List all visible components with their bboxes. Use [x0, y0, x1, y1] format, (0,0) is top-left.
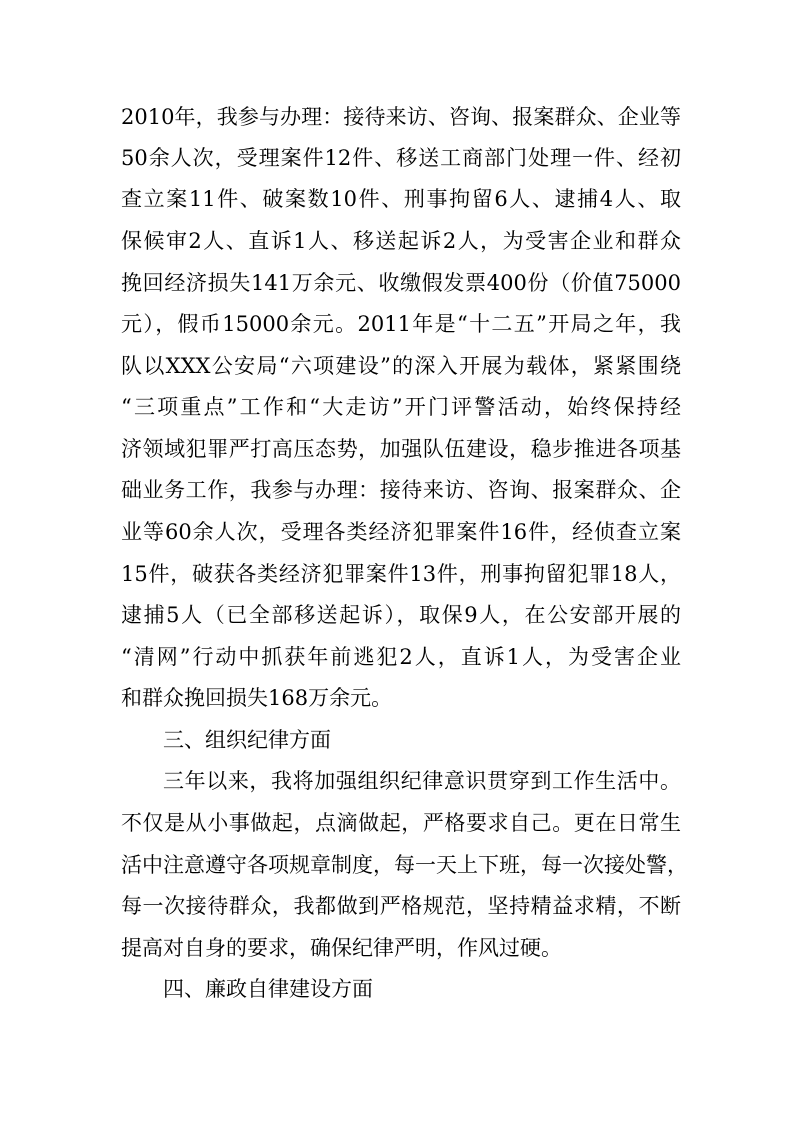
- body-text-line: 每一次接待群众，我都做到严格规范，坚持精益求精，不断: [121, 894, 681, 918]
- body-text-line: 2010年，我参与办理：接待来访、咨询、报案群众、企业等: [121, 105, 681, 129]
- body-text-line: “三项重点”工作和“大走访”开门评警活动，始终保持经: [121, 395, 681, 419]
- body-text-line: 不仅是从小事做起，点滴做起，严格要求自己。更在日常生: [121, 811, 681, 835]
- body-text-line: 查立案11件、破案数10件、刑事拘留6人、逮捕4人、取: [121, 187, 681, 211]
- body-text-line: 业等60余人次，受理各类经济犯罪案件16件，经侦查立案: [121, 520, 681, 544]
- body-text-line: 和群众挽回损失168万余元。: [121, 686, 393, 710]
- body-text-line: 提高对自身的要求，确保纪律严明，作风过硬。: [121, 936, 562, 960]
- body-text-line: 50余人次，受理案件12件、移送工商部门处理一件、经初: [121, 146, 681, 170]
- body-text-line: 元），假币15000余元。2011年是“十二五”开局之年，我: [121, 312, 681, 336]
- body-text-line: 三年以来，我将加强组织纪律意识贯穿到工作生活中。: [163, 769, 681, 793]
- body-text-line: 15件，破获各类经济犯罪案件13件，刑事拘留犯罪18人，: [121, 562, 681, 586]
- body-text-line: 础业务工作，我参与办理：接待来访、咨询、报案群众、企: [121, 478, 681, 502]
- body-text-line: 活中注意遵守各项规章制度，每一天上下班，每一次接处警，: [121, 853, 688, 877]
- body-text-line: 队以XXX公安局“六项建设”的深入开展为载体，紧紧围绕: [121, 354, 681, 378]
- body-text-line: 挽回经济损失141万余元、收缴假发票400份（价值75000: [121, 271, 681, 295]
- body-text-line: 保候审2人、直诉1人、移送起诉2人，为受害企业和群众: [121, 229, 681, 253]
- section-heading: 四、廉政自律建设方面: [163, 977, 373, 1001]
- body-text-line: “清网”行动中抓获年前逃犯2人，直诉1人，为受害企业: [121, 645, 681, 669]
- section-heading: 三、组织纪律方面: [163, 728, 331, 752]
- body-text-line: 逮捕5人（已全部移送起诉），取保9人，在公安部开展的: [121, 603, 681, 627]
- body-text-line: 济领域犯罪严打高压态势，加强队伍建设，稳步推进各项基: [121, 437, 681, 461]
